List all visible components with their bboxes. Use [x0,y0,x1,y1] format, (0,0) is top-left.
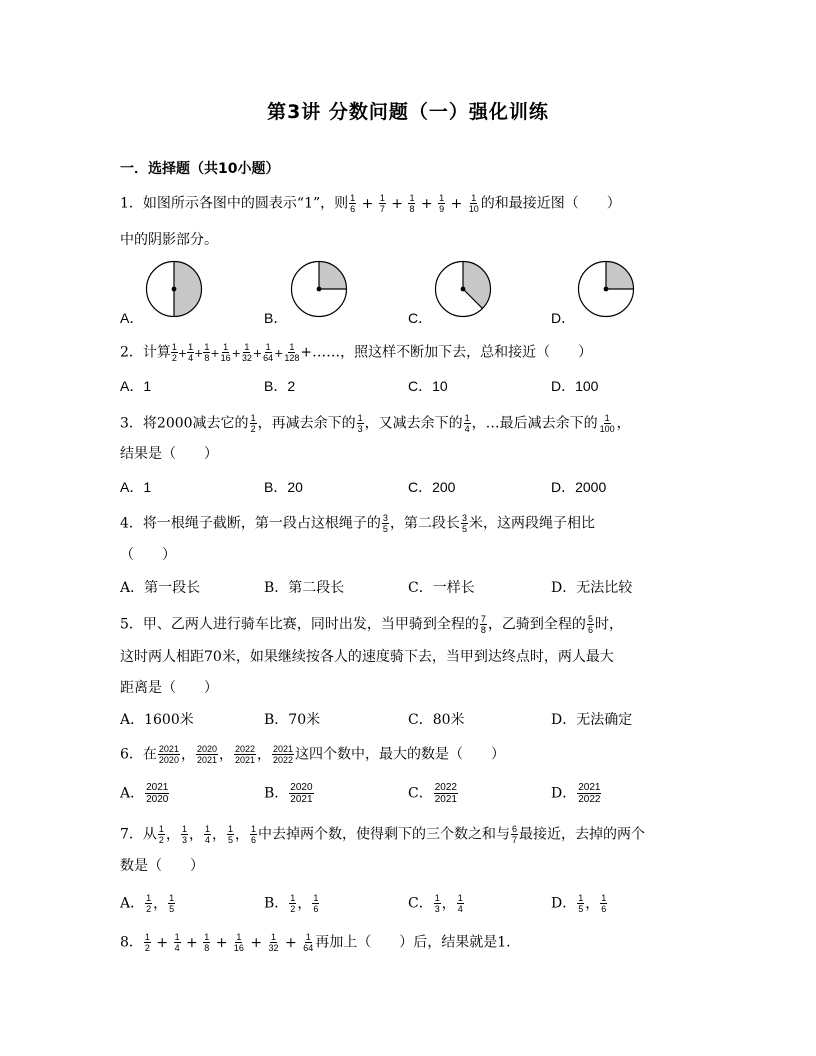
pie-option-a [145,260,203,318]
plus-sign: + [211,934,232,951]
option-a[interactable]: A．第一段长 [120,580,201,596]
question-text: 的和最接近图（ ） [480,195,621,212]
question-7-line-2: 数是（ ） [120,858,204,874]
plus-sign: + [386,195,408,212]
fraction [599,413,616,434]
numerator: 5 [587,614,593,624]
question-text: 计算 [142,344,171,361]
numerator: 1 [464,413,470,423]
fraction [233,932,245,953]
denominator: 32 [241,353,252,363]
fraction [145,782,169,805]
question-text: 这四个数中，最大的数是（ ） [295,746,506,763]
fraction [196,744,218,765]
denominator: 5 [578,904,584,914]
denominator: 2021 [434,794,457,805]
question-4-line-2: （ ） [120,547,176,563]
question-text: 将一根绳子截断，第一段占这根绳子的 [142,515,381,532]
question-number: 3． [120,415,143,432]
option-c[interactable] [408,893,465,914]
separator: ， [257,746,272,763]
question-1-line-2: 中的阴影部分。 [120,232,218,248]
option-label: D． [551,895,577,912]
option-c[interactable]: C． [408,310,433,326]
numerator: 1 [250,413,256,423]
numerator: 2021 [578,782,601,793]
denominator: 2 [144,943,150,953]
question-text: ，再减去余下的 [257,415,356,432]
denominator: 2 [158,835,164,845]
question-2 [120,342,592,363]
denominator: 8 [480,625,486,635]
numerator: 1 [171,342,177,352]
section-heading: 一．选择题（共10小题） [120,161,280,177]
numerator: 1 [250,824,256,834]
question-text: 最接近，去掉的两个 [519,826,646,843]
numerator: 6 [512,824,518,834]
question-number: 6． [120,746,143,763]
denominator: 8 [409,204,415,214]
numerator: 1 [313,893,319,903]
numerator: 1 [181,824,187,834]
question-text: 从 [142,826,157,843]
denominator: 2020 [158,755,179,765]
denominator: 3 [181,835,187,845]
option-b[interactable]: B．70米 [264,712,321,728]
option-label: A． [120,785,145,802]
option-b[interactable] [264,893,320,914]
question-number: 1． [120,195,143,212]
separator: ， [297,895,312,912]
plus-sign: + [416,195,438,212]
denominator: 10 [468,204,479,214]
question-text: ，…最后减去余下的 [471,415,598,432]
plus-sign: + [252,346,263,360]
option-b[interactable]: B．2 [264,378,296,394]
denominator: 2 [171,353,177,363]
denominator: 128 [284,353,300,363]
fraction-list [157,824,258,845]
pie-option-c [434,260,492,318]
denominator: 5 [461,524,467,534]
fraction [379,193,386,214]
denominator: 100 [599,424,615,434]
numerator: 1 [265,342,271,352]
separator: ， [165,826,180,843]
fraction [234,744,256,765]
fraction [262,342,274,363]
denominator: 16 [220,353,231,363]
question-1 [120,193,621,214]
question-text: ， [616,415,631,432]
fraction [168,893,175,914]
option-d[interactable]: D．2000 [551,479,607,495]
fraction [434,893,441,914]
numerator: 2020 [290,782,313,793]
question-5-line-2: 这时两人相距70米，如果继续按各人的速度骑下去，当甲到达终点时，两人最大 [120,649,614,665]
denominator: 9 [439,204,445,214]
numerator: 1 [471,193,477,203]
fraction-sum [143,932,315,953]
question-text: +……，照这样不断加下去，总和接近（ ） [300,344,593,361]
fraction [268,932,280,953]
option-c[interactable]: C．80米 [408,712,465,728]
plus-sign: + [245,934,267,951]
question-3-line-2: 结果是（ ） [120,446,218,462]
numerator: 1 [409,193,415,203]
question-7 [120,824,645,845]
option-d[interactable]: D．无法确定 [551,712,633,728]
numerator: 1 [223,342,229,352]
denominator: 8 [204,943,210,953]
question-text: 将2000减去它的 [142,415,249,432]
question-6 [120,744,505,765]
denominator: 64 [303,943,314,953]
denominator: 4 [457,904,463,914]
fraction [464,413,471,434]
plus-sign: + [357,195,378,212]
numerator: 1 [379,193,385,203]
plus-sign: + [231,346,241,360]
option-a[interactable]: A． [120,310,144,326]
denominator: 2022 [578,794,601,805]
option-d[interactable] [551,782,602,805]
denominator: 6 [250,835,256,845]
option-c[interactable] [408,782,459,805]
fraction [144,932,151,953]
question-text: 时， [594,616,623,633]
fraction-list [576,893,608,914]
denominator: 4 [464,424,470,434]
fraction [577,782,601,805]
denominator: 16 [233,943,244,953]
numerator: 2022 [434,782,457,793]
numerator: 2021 [273,744,294,754]
separator: ， [188,826,203,843]
option-label: C． [408,895,433,912]
plus-sign: + [446,195,467,212]
option-label: A． [120,895,145,912]
denominator: 7 [512,835,518,845]
question-text: ，乙骑到全程的 [487,616,586,633]
denominator: 4 [174,943,180,953]
question-number: 2． [120,344,143,361]
separator: ， [180,746,195,763]
plus-sign: + [151,934,173,951]
denominator: 32 [268,943,279,953]
option-a[interactable] [120,782,170,805]
separator: ， [218,746,233,763]
numerator: 1 [271,932,277,942]
denominator: 5 [382,524,388,534]
plus-sign: + [181,934,203,951]
question-text: ，第二段长 [389,515,460,532]
fraction [250,413,257,434]
fraction [434,782,458,805]
question-3 [120,413,631,434]
denominator: 2021 [234,755,256,765]
denominator: 8 [204,353,210,363]
numerator: 1 [439,193,445,203]
numerator: 1 [578,893,584,903]
numerator: 1 [158,824,164,834]
question-4 [120,513,595,534]
page-title: 第3讲 分数问题（一）强化训练 [267,101,549,123]
fraction [357,413,364,434]
numerator: 3 [382,513,388,523]
shaded-sector [463,262,491,309]
denominator: 6 [587,625,593,635]
numerator: 1 [174,932,180,942]
numerator: 1 [204,932,210,942]
fraction [250,824,257,845]
question-text: 如图所示各图中的圆表示“1”，则 [142,195,349,212]
option-label: C． [408,785,433,802]
option-c[interactable]: C．一样长 [408,580,475,596]
numerator: 1 [144,932,150,942]
denominator: 5 [227,835,233,845]
denominator: 4 [204,835,210,845]
question-number: 7． [120,826,143,843]
fraction [457,893,464,914]
denominator: 7 [379,204,385,214]
denominator: 2 [290,904,296,914]
option-label: B． [264,895,289,912]
numerator: 3 [461,513,467,523]
fraction [468,193,480,214]
numerator: 1 [457,893,463,903]
numerator: 1 [601,893,607,903]
numerator: 1 [236,932,242,942]
denominator: 2022 [273,755,294,765]
plus-sign: + [210,346,220,360]
shaded-sector [174,262,202,317]
question-5 [120,614,623,635]
fraction-list [433,893,465,914]
separator: ， [211,826,226,843]
denominator: 2021 [290,794,313,805]
fraction [241,342,253,363]
denominator: 6 [350,204,356,214]
option-label: D． [551,785,577,802]
fraction [289,893,296,914]
numerator: 1 [204,824,210,834]
pie-option-d [577,260,635,318]
fraction [174,932,181,953]
question-text: 在 [142,746,157,763]
plus-sign: + [177,346,188,360]
numerator: 1 [244,342,250,352]
fraction [587,614,594,635]
numerator: 1 [434,893,440,903]
question-text: 再加上（ ）后，结果就是1. [315,934,511,951]
numerator: 1 [350,193,356,203]
denominator: 2 [146,904,152,914]
fraction [289,782,313,805]
fraction [171,342,178,363]
fraction [181,824,188,845]
denominator: 2021 [196,755,217,765]
fraction [408,193,415,214]
fraction-sum [348,193,481,214]
plus-sign: + [280,934,302,951]
option-d[interactable]: D．100 [551,378,599,394]
fraction [158,744,180,765]
fraction [158,824,165,845]
fraction [203,932,210,953]
denominator: 2 [250,424,256,434]
fraction [145,893,152,914]
plus-sign: + [274,346,284,360]
question-text: 甲、乙两人进行骑车比赛，同时出发，当甲骑到全程的 [142,616,479,633]
option-label: B． [264,785,289,802]
separator: ， [153,895,168,912]
numerator: 1 [188,342,194,352]
separator: ， [585,895,600,912]
denominator: 64 [263,353,274,363]
numerator: 1 [357,413,363,423]
fraction [204,824,211,845]
option-a[interactable]: A．1600米 [120,712,194,728]
fraction-list [288,893,320,914]
fraction [577,893,584,914]
denominator: 2020 [146,794,169,805]
fraction [227,824,234,845]
option-d[interactable] [551,893,608,914]
question-5-line-3: 距离是（ ） [120,680,218,696]
fraction-list [144,893,176,914]
pie-option-b [290,260,348,318]
question-text: 米，这两段绳子相比 [468,515,595,532]
fraction-list [157,744,295,765]
denominator: 5 [169,904,175,914]
option-d[interactable]: D． [551,310,576,326]
numerator: 1 [227,824,233,834]
option-b[interactable]: B． [264,310,288,326]
numerator: 1 [204,342,210,352]
fraction [600,893,607,914]
numerator: 1 [169,893,175,903]
question-text: 中去掉两个数，使得剩下的三个数之和与 [258,826,510,843]
fraction [461,513,468,534]
question-number: 8． [120,934,143,951]
separator: ， [441,895,456,912]
fraction [220,342,232,363]
option-b[interactable]: B．第二段长 [264,580,345,596]
numerator: 1 [604,413,610,423]
fraction [283,342,300,363]
fraction [349,193,356,214]
question-number: 5． [120,616,143,633]
numerator: 1 [305,932,311,942]
fraction [312,893,319,914]
numerator: 2022 [234,744,256,754]
fraction [302,932,314,953]
numerator: 1 [290,893,296,903]
option-a[interactable] [120,893,176,914]
numerator: 2020 [196,744,217,754]
numerator: 2021 [146,782,169,793]
denominator: 4 [188,353,194,363]
fraction [438,193,445,214]
fraction [511,824,518,845]
option-a[interactable]: A．1 [120,378,152,394]
question-8 [120,932,511,953]
option-b[interactable]: B．20 [264,479,303,495]
option-d[interactable]: D．无法比较 [551,580,633,596]
option-c[interactable]: C．10 [408,378,448,394]
question-text: ，又减去余下的 [364,415,463,432]
numerator: 7 [480,614,486,624]
denominator: 3 [434,904,440,914]
fraction-sum [171,342,300,363]
option-c[interactable]: C．200 [408,479,456,495]
numerator: 1 [146,893,152,903]
numerator: 1 [289,342,295,352]
option-b[interactable] [264,782,315,805]
plus-sign: + [194,346,204,360]
numerator: 2021 [158,744,179,754]
denominator: 3 [357,424,363,434]
denominator: 6 [601,904,607,914]
fraction [272,744,294,765]
question-number: 4． [120,515,143,532]
option-a[interactable]: A．1 [120,479,152,495]
denominator: 6 [313,904,319,914]
separator: ， [234,826,249,843]
fraction [382,513,389,534]
fraction [480,614,487,635]
